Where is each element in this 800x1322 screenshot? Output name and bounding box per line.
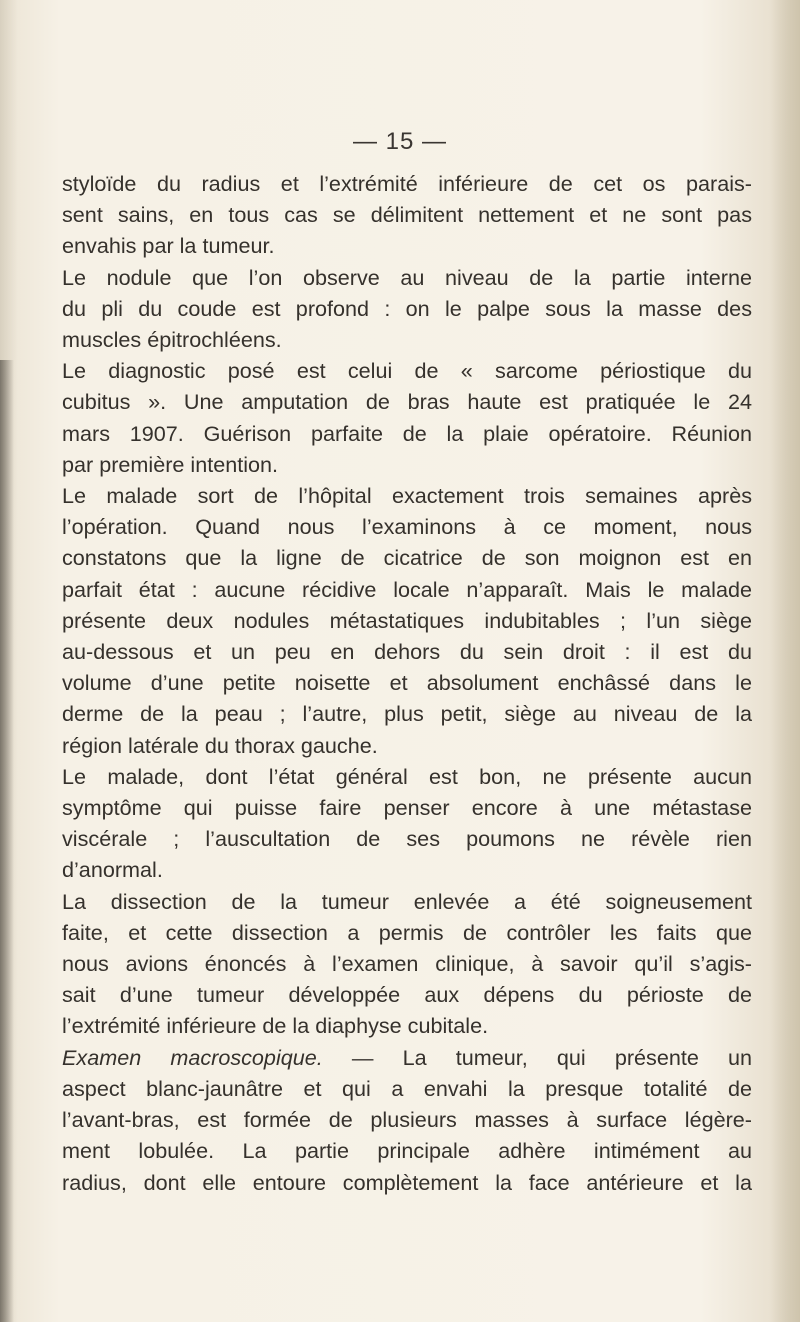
- text-line: sait d’une tumeur développée aux dépens du périoste de: [62, 982, 752, 1008]
- text-line: Le diagnostic posé est celui de « sarcome périostique du: [62, 358, 752, 384]
- text-line: La dissection de la tumeur enlevée a été soigneusement: [62, 888, 752, 914]
- text-line: sent sains, en tous cas se délimitent nettement et ne sont pas: [62, 202, 752, 228]
- text-line: d’anormal.: [62, 857, 163, 883]
- text-line: Le malade sort de l’hôpital exactement trois semaines après: [62, 483, 752, 509]
- text-line: du pli du coude est profond : on le palpe sous la masse des: [62, 295, 752, 321]
- text-line: derme de la peau ; l’autre, plus petit, siège au niveau de la: [62, 701, 752, 727]
- text-line: muscles épitrochléens.: [62, 327, 282, 353]
- page-edge-shadow: [770, 0, 800, 1322]
- text-line: mars 1907. Guérison parfaite de la plaie opératoire. Réunion: [62, 420, 752, 446]
- text-line: viscérale ; l’auscultation de ses poumons ne révèle rien: [62, 826, 752, 852]
- text-line: au-dessous et un peu en dehors du sein droit : il est du: [62, 639, 752, 665]
- text-line: l’avant-bras, est formée de plusieurs masses à surface légère-: [62, 1107, 752, 1133]
- text-line: faite, et cette dissection a permis de contrôler les faits que: [62, 919, 752, 945]
- text-line: région latérale du thorax gauche.: [62, 732, 378, 758]
- text-line: symptôme qui puisse faire penser encore à une métastase: [62, 795, 752, 821]
- text-line: styloïde du radius et l’extrémité inférieure de cet os parais-: [62, 171, 752, 196]
- text-line: Le malade, dont l’état général est bon, ne présente aucun: [62, 763, 752, 789]
- text-line: présente deux nodules métastatiques indubitables ; l’un siège: [62, 607, 752, 633]
- text-line: parfait état : aucune récidive locale n’apparaît. Mais le malade: [62, 576, 752, 602]
- text-line: constatons que la ligne de cicatrice de son moignon est en: [62, 545, 752, 571]
- text-line: cubitus ». Une amputation de bras haute est pratiquée le 24: [62, 389, 752, 415]
- text-line: envahis par la tumeur.: [62, 233, 275, 259]
- text-line: nous avions énoncés à l’examen clinique, à savoir qu’il s’agis-: [62, 951, 752, 977]
- text-line: par première intention.: [62, 451, 279, 477]
- exam-heading-line: [62, 1042, 752, 1073]
- page-number: — 15 —: [352, 128, 448, 155]
- text-line: radius, dont elle entoure complètement la face antérieure et la: [62, 1169, 752, 1195]
- text-line: l’opération. Quand nous l’examinons à ce moment, nous: [62, 514, 752, 540]
- text-line: aspect blanc-jaunâtre et qui a envahi la presque totalité de: [62, 1075, 752, 1101]
- text-line: volume d’une petite noisette et absolument enchâssé dans le: [62, 670, 752, 696]
- exam-heading: Examen macroscopique.: [62, 1044, 323, 1070]
- text-line: Le nodule que l’on observe au niveau de la partie interne: [62, 264, 752, 290]
- binding-shadow: [0, 360, 14, 1322]
- text-line: l’extrémité inférieure de la diaphyse cubitale.: [62, 1013, 489, 1039]
- body-text: [62, 168, 752, 1198]
- text-line: ment lobulée. La partie principale adhère intimément au: [62, 1138, 752, 1164]
- exam-heading-rest: — La tumeur, qui présente un: [322, 1044, 752, 1070]
